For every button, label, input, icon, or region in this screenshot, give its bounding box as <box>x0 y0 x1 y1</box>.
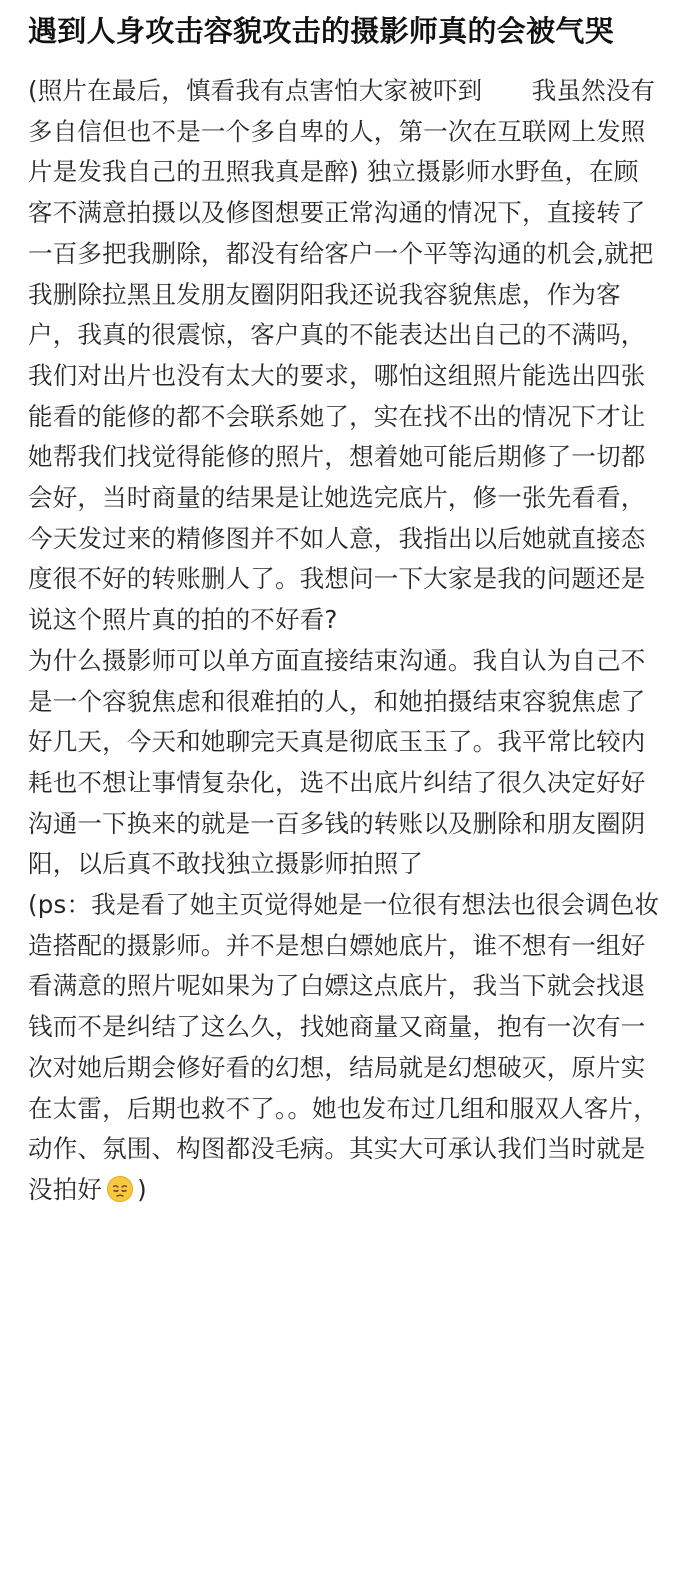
post-paragraph-final <box>28 885 662 1211</box>
closing-parenthesis: ) <box>137 1174 147 1204</box>
post-paragraph-text: (ps：我是看了她主页觉得她是一位很有想法也很会调色妆造搭配的摄影师。并不是想白嫖她底片，谁不想有一组好看满意的照片呢如果为了白嫖这点底片，我当下就会找退钱而不是纠结了这么久，找她商量又商量，抱有一次有一次对她后期会修好看的幻想，结局就是幻想破灭，原片实在太雷，后期也救不了。。她也发布过几组和服双人客片，动作、氛围、构图都没毛病。其实大可承认我们当时就是没拍好 <box>28 890 660 1204</box>
post-title: 遇到人身攻击容貌攻击的摄影师真的会被气哭 <box>28 14 615 48</box>
post-paragraph: (照片在最后，慎看我有点害怕大家被吓到 我虽然没有多自信但也不是一个多自卑的人，第一次在互联网上发照片是发我自己的丑照我真是醉) 独立摄影师水野鱼，在顾客不满意拍摄以及修图想要正常沟通的情况下，直接转了一百多把我删除，都没有给客户一个平等沟通的机会,就把我删除拉黑且发朋友圈阴阳我还说我容貌焦虑，作为客户，我真的很震惊，客户真的不能表达出自己的不满吗，我们对出片也没有太大的要求，哪怕这组照片能选出四张能看的能修的都不会联系她了，实在找不出的情况下才让她帮我们找觉得能修的照片，想着她可能后期修了一切都会好，当时商量的结果是让她选完底片，修一张先看看，今天发过来的精修图并不如人意，我指出以后她就直接态度很不好的转账删人了。我想问一下大家是我的问题还是说这个照片真的拍的不好看? <box>28 76 656 635</box>
post-body <box>28 71 662 1211</box>
post-paragraph: 为什么摄影师可以单方面直接结束沟通。我自认为自己不是一个容貌焦虑和很难拍的人，和她拍摄结束容貌焦虑了好几天，今天和她聊完天真是彻底玉玉了。我平常比较内耗也不想让事情复杂化，选不出底片纠结了很久决定好好沟通一下换来的就是一百多钱的转账以及删除和朋友圈阴阳，以后真不敢找独立摄影师拍照了 <box>28 645 646 879</box>
pensive-face-icon <box>106 1175 134 1203</box>
